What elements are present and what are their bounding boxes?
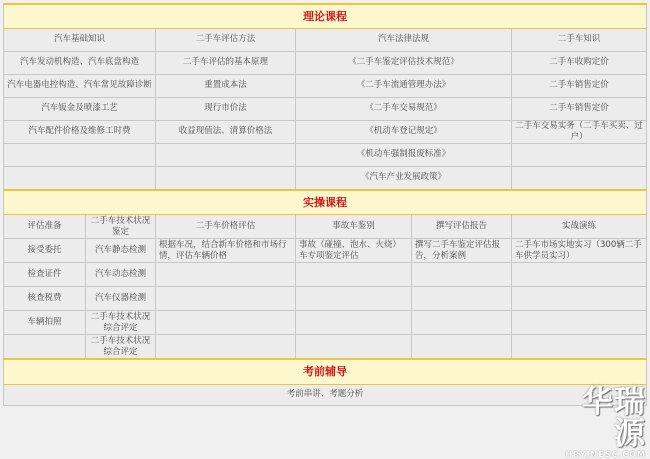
practice-cell <box>156 311 296 335</box>
theory-cell: 汽车配件价格及维修工时费 <box>4 120 156 143</box>
practice-cell: 事故（碰撞、泡水、火烧）车专项鉴定评估 <box>296 239 412 263</box>
theory-cell: 二手车评估方法 <box>156 28 296 51</box>
practice-cell: 汽车动态检测 <box>86 263 156 287</box>
theory-cell: 《汽车产业发展政策》 <box>296 166 512 190</box>
course-table <box>3 3 647 406</box>
practice-cell <box>296 335 412 360</box>
practice-cell <box>156 335 296 360</box>
theory-cell: 现行市价法 <box>156 97 296 120</box>
exam-section-title: 考前辅导 <box>4 359 647 384</box>
table-row <box>4 239 647 263</box>
theory-cell: 《机动车登记规定》 <box>296 120 512 143</box>
column-header: 撰写评估报告 <box>412 215 512 239</box>
column-header: 事故车鉴别 <box>296 215 412 239</box>
table-row <box>4 51 647 74</box>
table-header-row <box>4 215 647 239</box>
column-header: 二手车技术状况鉴定 <box>86 215 156 239</box>
table-row <box>4 166 647 190</box>
theory-cell: 汽车发动机构造、汽车底盘构造 <box>4 51 156 74</box>
table-row <box>4 263 647 287</box>
practice-cell <box>156 287 296 311</box>
practice-cell <box>512 263 647 287</box>
watermark-logo <box>556 384 646 459</box>
theory-cell: 重置成本法 <box>156 74 296 97</box>
practice-cell <box>296 287 412 311</box>
theory-cell <box>4 143 156 166</box>
theory-cell: 汽车电器电控构造、汽车常见故障诊断 <box>4 74 156 97</box>
table-row <box>4 311 647 335</box>
theory-cell: 《二手车鉴定评估技术规范》 <box>296 51 512 74</box>
theory-cell: 汽车基础知识 <box>4 28 156 51</box>
practice-cell <box>4 335 86 360</box>
practice-section-title: 实操课程 <box>4 190 647 215</box>
theory-cell <box>4 166 156 190</box>
practice-cell <box>156 263 296 287</box>
theory-cell: 二手车知识 <box>512 28 647 51</box>
practice-cell <box>412 287 512 311</box>
practice-cell <box>512 287 647 311</box>
table-row <box>4 287 647 311</box>
column-header: 评估准备 <box>4 215 86 239</box>
practice-cell: 二手车技术状况综合评定 <box>86 335 156 360</box>
theory-cell <box>156 143 296 166</box>
theory-cell: 汽车法律法规 <box>296 28 512 51</box>
theory-cell: 汽车钣金及喷漆工艺 <box>4 97 156 120</box>
practice-cell <box>412 263 512 287</box>
theory-cell: 二手车销售定价 <box>512 97 647 120</box>
practice-cell: 汽车仪器检测 <box>86 287 156 311</box>
theory-cell: 《二手车流通管理办法》 <box>296 74 512 97</box>
table-row <box>4 120 647 143</box>
theory-cell <box>156 166 296 190</box>
practice-cell: 二手车技术状况综合评定 <box>86 311 156 335</box>
theory-section-title: 理论课程 <box>4 4 647 28</box>
practice-cell: 根据车况，结合新车价格和市场行情，评估车辆价格 <box>156 239 296 263</box>
practice-cell: 汽车静态检测 <box>86 239 156 263</box>
practice-cell <box>412 311 512 335</box>
watermark-sub: HRYJNESC.COM <box>565 450 646 459</box>
table-row <box>4 384 647 405</box>
watermark-main: 华瑞源 <box>582 384 646 452</box>
practice-cell <box>412 335 512 360</box>
theory-cell: 《二手车交易规范》 <box>296 97 512 120</box>
table-row <box>4 74 647 97</box>
practice-cell: 撰写二手车鉴定评估报告，分析案例 <box>412 239 512 263</box>
practice-cell: 核查税费 <box>4 287 86 311</box>
column-header: 实战演练 <box>512 215 647 239</box>
theory-cell: 收益现值法、清算价格法 <box>156 120 296 143</box>
column-header: 二手车价格评估 <box>156 215 296 239</box>
table-row <box>4 97 647 120</box>
practice-cell <box>296 263 412 287</box>
practice-cell: 车辆拍照 <box>4 311 86 335</box>
theory-cell <box>512 143 647 166</box>
table-row <box>4 28 647 51</box>
table-row <box>4 335 647 360</box>
theory-cell: 二手车评估的基本原理 <box>156 51 296 74</box>
table-row <box>4 143 647 166</box>
practice-cell <box>296 311 412 335</box>
theory-cell: 二手车收购定价 <box>512 51 647 74</box>
course-schedule <box>3 3 646 406</box>
practice-cell: 接受委托 <box>4 239 86 263</box>
theory-cell: 二手车销售定价 <box>512 74 647 97</box>
theory-cell: 《机动车强制报废标准》 <box>296 143 512 166</box>
practice-cell <box>512 311 647 335</box>
theory-cell <box>512 166 647 190</box>
practice-cell <box>512 335 647 360</box>
exam-content: 考前串讲、考题分析 <box>4 384 647 405</box>
practice-cell: 二手车市场实地实习（300辆二手车供学员实习） <box>512 239 647 263</box>
theory-cell: 二手车交易实务（二手车买卖、过户） <box>512 120 647 143</box>
practice-cell: 检查证件 <box>4 263 86 287</box>
